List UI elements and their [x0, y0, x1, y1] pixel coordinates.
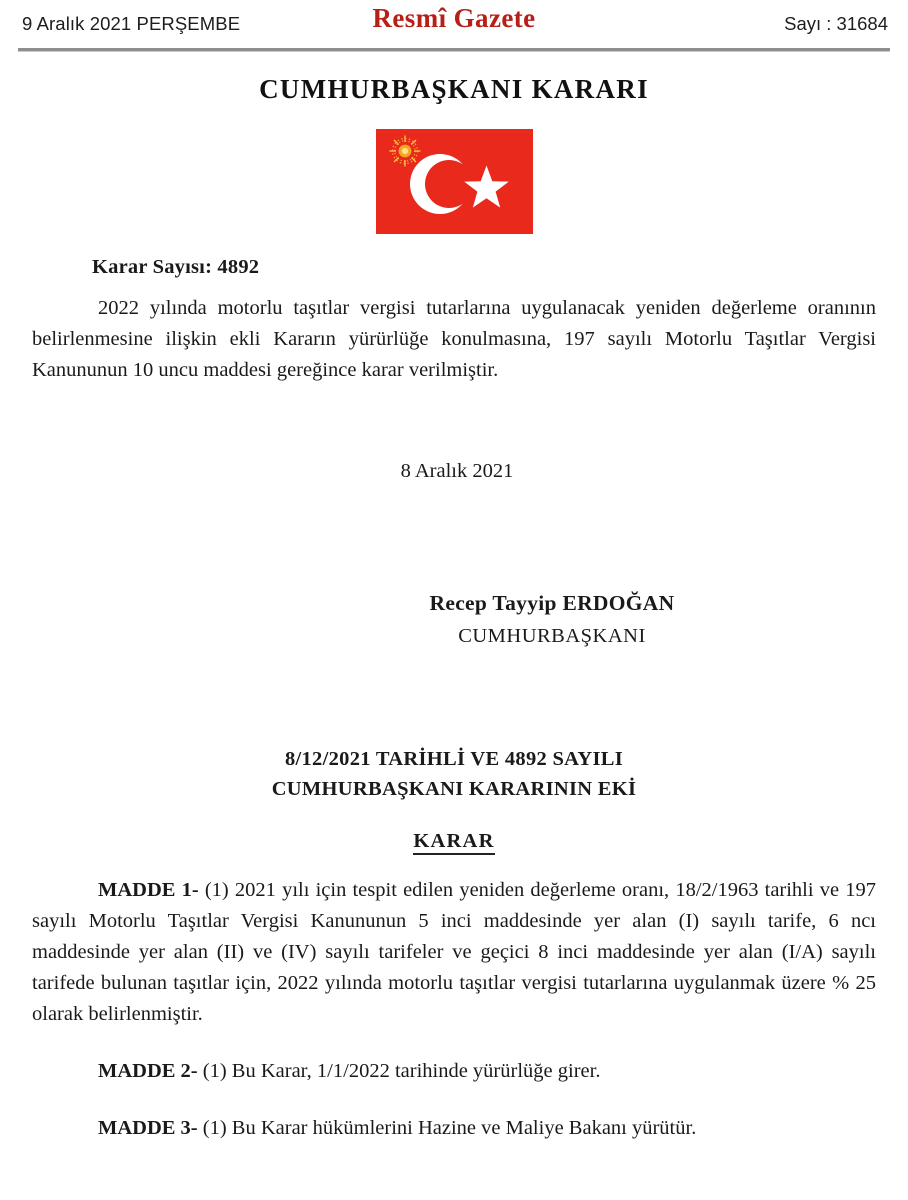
- article-1: [32, 875, 876, 1030]
- emblem-container: [32, 129, 876, 234]
- decision-date: 8 Aralık 2021: [400, 460, 514, 482]
- masthead: [18, 0, 890, 48]
- document-body: [0, 74, 908, 1144]
- preamble-paragraph: 2022 yılında motorlu taşıtlar vergisi tutarlarına uygulanacak yeniden değerleme oranının belirlenmesine ilişkin ekli Kararın yürürlüğe konulmasına, 197 sayılı Motorlu Taşıtlar Vergisi Kanununun 10 uncu maddesi gereğince karar verilmiştir.: [32, 297, 876, 381]
- signatory-role: CUMHURBAŞKANI: [458, 625, 646, 647]
- gazette-brand-title: Resmî Gazete: [372, 3, 536, 33]
- signatory-name: Recep Tayyip ERDOĞAN: [429, 591, 675, 615]
- page-title: CUMHURBAŞKANI KARARI: [259, 74, 649, 104]
- article-1-text: (1) 2021 yılı için tespit edilen yeniden değerleme oranı, 18/2/1963 tarihli ve 197 sayılı Motorlu Taşıtlar Vergisi Kanununun 5 inci maddesinde yer alan (I) sayılı tarife, 6 ncı maddesinde yer alan (II) ve (IV) sayılı tarifeler ve geçici 8 inci maddesinde yer alan (I/A) sayılı tarifede bulunan taşıtlar için, 2022 yılında motorlu taşıtlar vergisi tutarlarına uygulanmak üzere % 25 olarak belirlenmiştir.: [32, 879, 877, 1025]
- article-2: [32, 1056, 876, 1087]
- annex-karar-label: KARAR: [413, 830, 494, 855]
- turkish-flag-icon: [376, 129, 533, 234]
- article-2-label: MADDE 2-: [98, 1060, 198, 1082]
- gazette-date: 9 Aralık 2021 PERŞEMBE: [22, 13, 241, 34]
- decision-number: Karar Sayısı: 4892: [92, 256, 260, 278]
- article-3: [32, 1113, 876, 1144]
- annex-heading-line-1: 8/12/2021 TARİHLİ VE 4892 SAYILI: [284, 748, 624, 770]
- masthead-divider: [18, 48, 890, 52]
- annex-heading: [32, 744, 876, 804]
- annex-heading-line-2: CUMHURBAŞKANI KARARININ EKİ: [271, 778, 637, 800]
- annex-karar-heading: [32, 830, 876, 853]
- article-3-text: (1) Bu Karar hükümlerini Hazine ve Maliye Bakanı yürütür.: [197, 1117, 697, 1139]
- signature-block: [32, 591, 876, 648]
- article-3-label: MADDE 3-: [98, 1117, 198, 1139]
- article-2-text: (1) Bu Karar, 1/1/2022 tarihinde yürürlüğe girer.: [197, 1060, 601, 1082]
- gazette-issue-number: Sayı : 31684: [784, 13, 888, 34]
- article-1-label: MADDE 1-: [98, 879, 199, 901]
